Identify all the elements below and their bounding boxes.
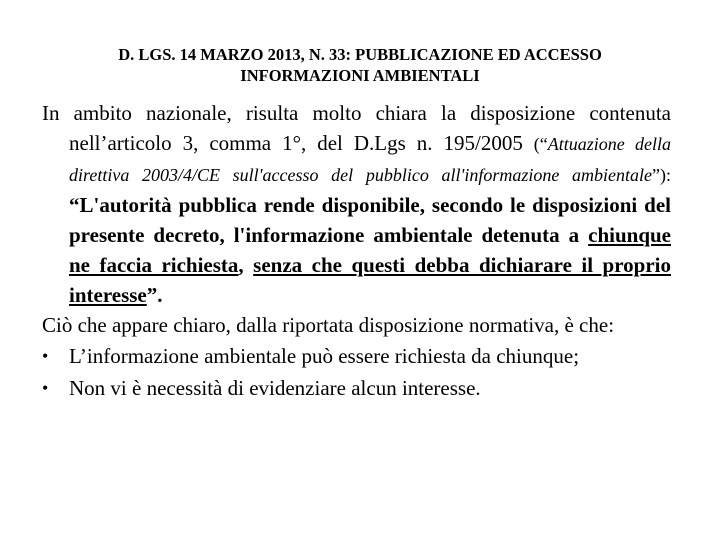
quoted-provision: “L'autorità pubblica rende disponibile, secondo le disposizioni del presente decreto, l'informazione ambientale detenuta a	[69, 193, 671, 247]
slide-title	[0, 44, 720, 86]
paragraph-law-citation	[42, 98, 671, 310]
quoted-provision-end: ”.	[146, 283, 163, 307]
bullet-item-text: L’informazione ambientale può essere richiesta da chiunque;	[69, 344, 580, 368]
bullet-item	[42, 372, 671, 404]
quoted-provision-underlined-1: chiunque ne faccia richiesta	[69, 223, 671, 277]
bullet-icon: •	[42, 346, 49, 366]
citation-close: ”):	[652, 165, 671, 185]
paragraph-intro: In ambito nazionale, risulta molto chiara la disposizione contenuta nell’articolo 3, comma 1°, del D.Lgs n. 195/2005	[42, 101, 671, 155]
paragraph-conclusion: Ciò che appare chiaro, dalla riportata disposizione normativa, è che:	[42, 313, 615, 337]
bullet-item-text: Non vi è necessità di evidenziare alcun interesse.	[69, 376, 481, 400]
bullet-item	[42, 340, 671, 372]
slide-title-line-1: D. LGS. 14 MARZO 2013, N. 33: PUBBLICAZIONE ED ACCESSO	[118, 45, 602, 64]
quoted-provision-underlined-2: senza che questi debba dichiarare il proprio interesse	[69, 253, 671, 307]
bullet-icon: •	[42, 378, 49, 398]
citation-title: Attuazione della direttiva 2003/4/CE sull'accesso del pubblico all'informazione ambientale	[69, 134, 671, 185]
quoted-provision-separator: ,	[238, 253, 254, 277]
citation-open: (“	[533, 134, 548, 154]
slide-title-line-2: INFORMAZIONI AMBIENTALI	[240, 66, 480, 85]
conclusion-bullet-list	[42, 340, 671, 404]
slide-body	[42, 98, 671, 404]
